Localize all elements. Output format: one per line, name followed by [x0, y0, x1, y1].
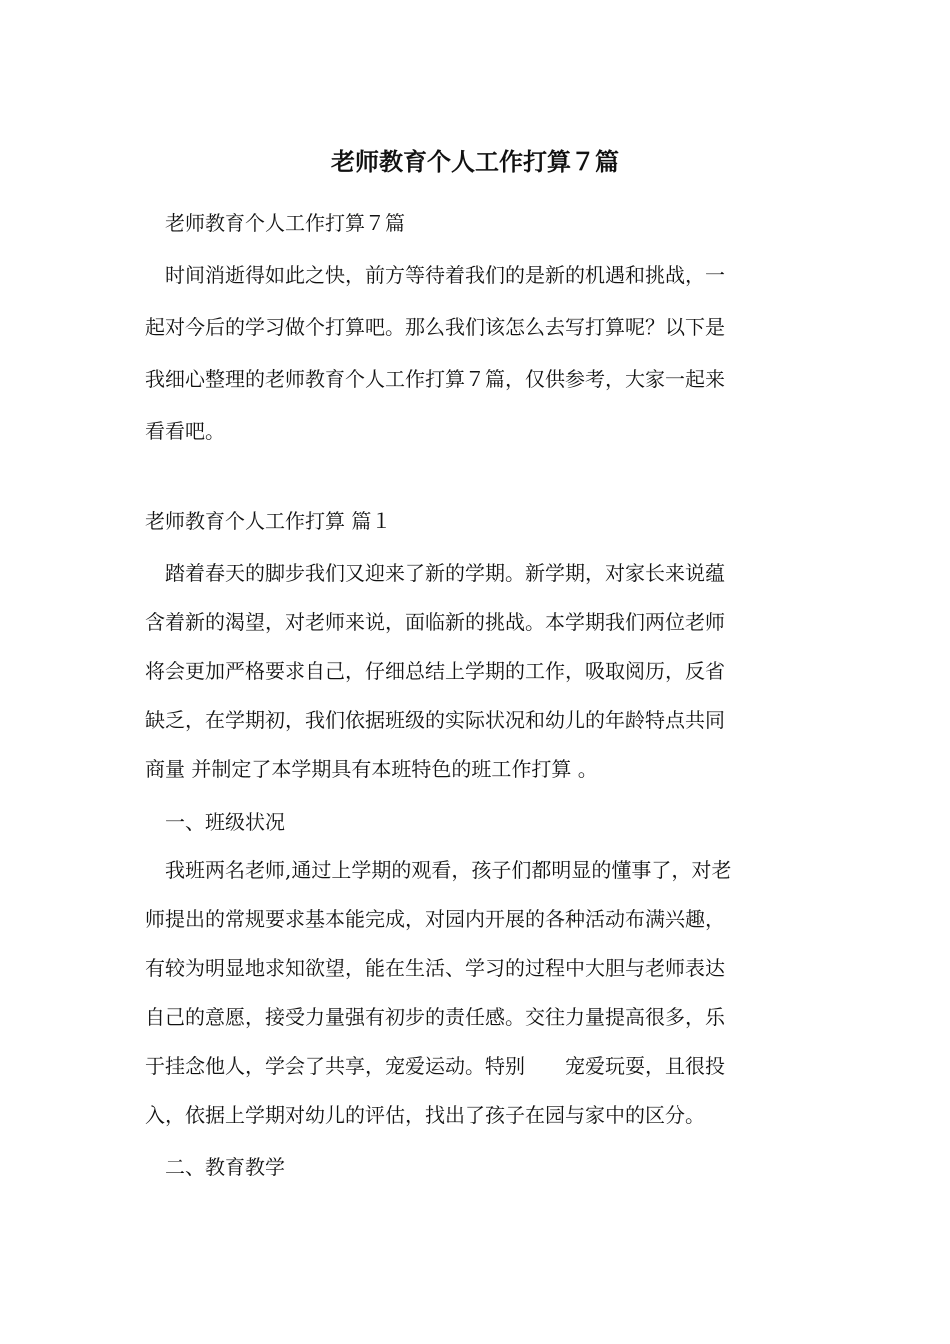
paragraph-1	[145, 561, 825, 806]
paragraph-line: 踏着春天的脚步我们又迎来了新的学期。新学期，对家长来说蕴	[145, 561, 725, 585]
paragraph-line: 入，依据上学期对幼儿的评估，找出了孩子在园与家中的区分。	[145, 1103, 705, 1127]
paragraph-line: 有较为明显地求知欲望，能在生活、学习的过程中大胆与老师表达	[145, 956, 725, 980]
intro-line: 我细心整理的老师教育个人工作打算７篇，仅供参考，大家一起来	[145, 367, 725, 391]
intro-line: 看看吧。	[145, 419, 225, 443]
paragraph-line: 我班两名老师,通过上学期的观看，孩子们都明显的懂事了，对老	[145, 858, 732, 882]
paragraph-line: 师提出的常规要求基本能完成，对园内开展的各种活动布满兴趣，	[145, 907, 725, 931]
paragraph-line: 于挂念他人，学会了共享，宠爱运动。特别 宠爱玩耍，且很投	[145, 1054, 725, 1078]
intro-line: 时间消逝得如此之快，前方等待着我们的是新的机遇和挑战，一	[145, 263, 725, 287]
paragraph-2	[145, 858, 825, 1152]
document-subtitle: 老师教育个人工作打算７篇	[165, 211, 405, 235]
paragraph-line: 自己的意愿，接受力量强有初步的责任感。交往力量提高很多，乐	[145, 1005, 725, 1029]
intro-paragraph	[145, 263, 825, 471]
heading-education-teaching: 二、教育教学	[165, 1155, 285, 1179]
paragraph-line: 将会更加严格要求自己，仔细总结上学期的工作，吸取阅历，反省	[145, 659, 725, 683]
document-title: 老师教育个人工作打算７篇	[331, 148, 619, 176]
paragraph-line: 缺乏，在学期初，我们依据班级的实际状况和幼儿的年龄特点共同	[145, 708, 725, 732]
paragraph-line: 含着新的渴望，对老师来说，面临新的挑战。本学期我们两位老师	[145, 610, 725, 634]
section-title: 老师教育个人工作打算 篇１	[145, 509, 392, 533]
intro-line: 起对今后的学习做个打算吧。那么我们该怎么去写打算呢？以下是	[145, 315, 725, 339]
paragraph-line: 商量 并制定了本学期具有本班特色的班工作打算 。	[145, 757, 598, 781]
heading-class-status: 一、班级状况	[165, 810, 285, 834]
